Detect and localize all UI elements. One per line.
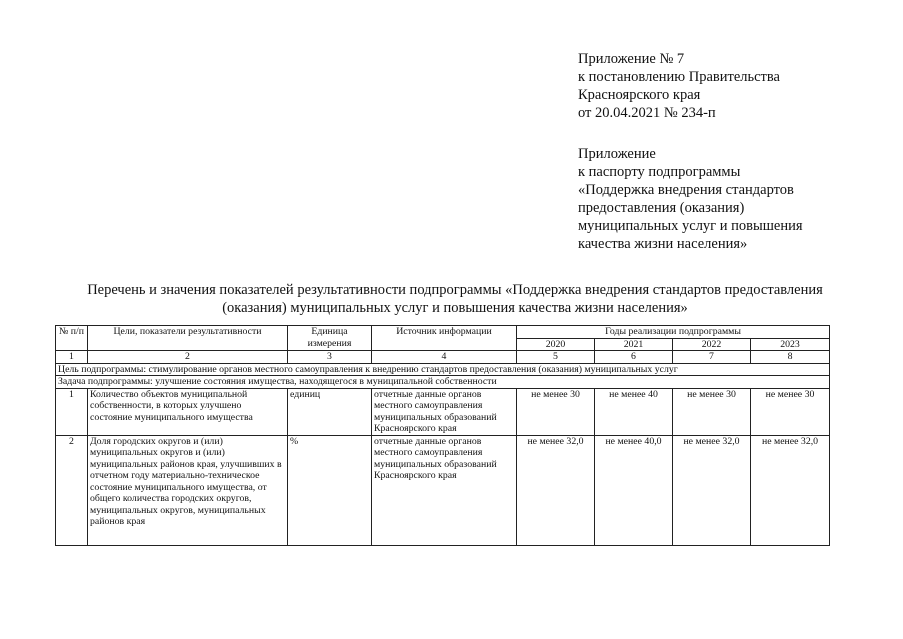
document-title [40,281,870,317]
task-row: Задача подпрограммы: улучшение состояния имущества, находящегося в муниципальной собственности [56,376,830,389]
annex-line: Приложение № 7 [578,51,685,67]
table-row [56,388,830,435]
row-value: не менее 40,0 [595,435,673,545]
header-unit: Единица измерения [288,326,372,351]
passport-annex-line: «Поддержка внедрения стандартов [578,182,794,198]
passport-annex-line: предоставления (оказания) [578,200,745,216]
header-num: № п/п [56,326,88,351]
row-value: не менее 40 [595,388,673,435]
header-years-group: Годы реализации подпрограммы [517,326,830,339]
table-row [56,435,830,545]
row-indicator: Количество объектов муниципальной собственности, в которых улучшено состояние муниципального имущества [88,388,288,435]
passport-annex-line: качества жизни населения» [578,236,748,252]
row-value: не менее 30 [673,388,751,435]
indicators-table [55,325,830,546]
header-year: 2020 [517,338,595,351]
row-value: не менее 32,0 [751,435,830,545]
col-number: 8 [751,351,830,364]
header-goals: Цели, показатели результативности [88,326,288,351]
row-indicator: Доля городских округов и (или) муниципальных округов и (или) муниципальных районов края, улучшивших в отчетном году материально-техническое состояние муниципального имущества, от общего количества городских округов, муниципальных округов, муниципальных районов края [88,435,288,545]
col-number: 4 [372,351,517,364]
header-year: 2021 [595,338,673,351]
header-year: 2022 [673,338,751,351]
row-num: 1 [56,388,88,435]
col-number: 6 [595,351,673,364]
row-unit: % [288,435,372,545]
goal-row: Цель подпрограммы: стимулирование органов местного самоуправления к внедрению стандартов предоставления (оказания) муниципальных услуг [56,363,830,376]
col-number: 2 [88,351,288,364]
col-number: 5 [517,351,595,364]
title-line: Перечень и значения показателей результативности подпрограммы «Поддержка внедрения стандартов предоставления [87,282,823,298]
annex-line: от 20.04.2021 № 234-п [578,105,716,121]
row-num: 2 [56,435,88,545]
row-source: отчетные данные органов местного самоуправления муниципальных образований Красноярского края [372,388,517,435]
passport-annex-header [578,145,898,253]
title-line: (оказания) муниципальных услуг и повышения качества жизни населения» [222,300,688,316]
header-source: Источник информации [372,326,517,351]
row-value: не менее 30 [751,388,830,435]
row-source: отчетные данные органов местного самоуправления муниципальных образований Красноярского края [372,435,517,545]
col-number: 1 [56,351,88,364]
row-value: не менее 32,0 [517,435,595,545]
annex-line: к постановлению Правительства [578,69,780,85]
passport-annex-line: муниципальных услуг и повышения [578,218,803,234]
row-value: не менее 32,0 [673,435,751,545]
annex-line: Красноярского края [578,87,701,103]
col-number: 3 [288,351,372,364]
header-year: 2023 [751,338,830,351]
row-value: не менее 30 [517,388,595,435]
col-number: 7 [673,351,751,364]
passport-annex-line: Приложение [578,146,656,162]
passport-annex-line: к паспорту подпрограммы [578,164,741,180]
annex-header [578,50,878,122]
row-unit: единиц [288,388,372,435]
